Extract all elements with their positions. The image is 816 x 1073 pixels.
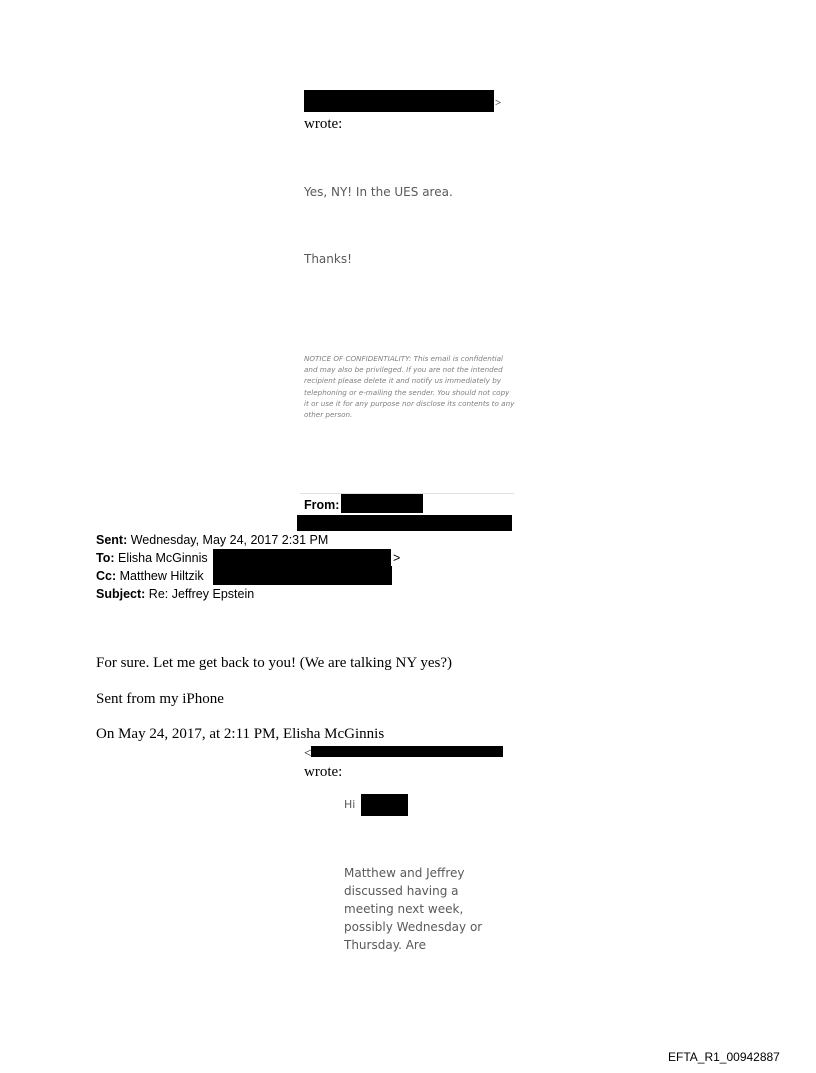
message-line-2: Thanks! (304, 252, 352, 266)
inner-message-body: Matthew and Jeffrey discussed having a meeting next week, possibly Wednesday or Thursday. Are (344, 866, 483, 952)
redacted-greeting-name (361, 794, 408, 816)
to-tail: > (393, 551, 401, 565)
cc-line: Cc: Matthew Hiltzik (96, 569, 204, 583)
reply-wrote-label: wrote: (304, 764, 343, 780)
redacted-cc-email (213, 566, 392, 585)
redacted-from-name (341, 494, 423, 513)
email-tail: > (495, 97, 502, 109)
to-line: To: Elisha McGinnis (96, 551, 208, 565)
reply-email-head: < (304, 745, 312, 760)
reply-line-1: For sure. Let me get back to you! (We are talking NY yes?) (96, 655, 453, 671)
redacted-email-address (304, 90, 494, 112)
document-id: EFTA_R1_00942887 (668, 1050, 780, 1064)
from-label: From: (304, 498, 340, 512)
redacted-reply-email (311, 746, 503, 757)
wrote-label: wrote: (304, 116, 343, 132)
subject-line: Subject: Re: Jeffrey Epstein (96, 587, 255, 601)
greeting: Hi (344, 798, 356, 811)
message-line-1: Yes, NY! In the UES area. (304, 185, 453, 199)
reply-line-3: On May 24, 2017, at 2:11 PM, Elisha McGinnis (96, 726, 385, 742)
confidentiality-notice: NOTICE OF CONFIDENTIALITY: This email is confidential and may also be privileged. If you are not the intended recipient please delete it and notify us immediately by telephoning or e-mailing the sender. You should not copy it or use it for any purpose nor disclose its contents to any other person. (304, 354, 515, 420)
redacted-from-email (297, 515, 512, 531)
sent-line: Sent: Wednesday, May 24, 2017 2:31 PM (96, 533, 329, 547)
reply-line-2: Sent from my iPhone (96, 691, 224, 707)
